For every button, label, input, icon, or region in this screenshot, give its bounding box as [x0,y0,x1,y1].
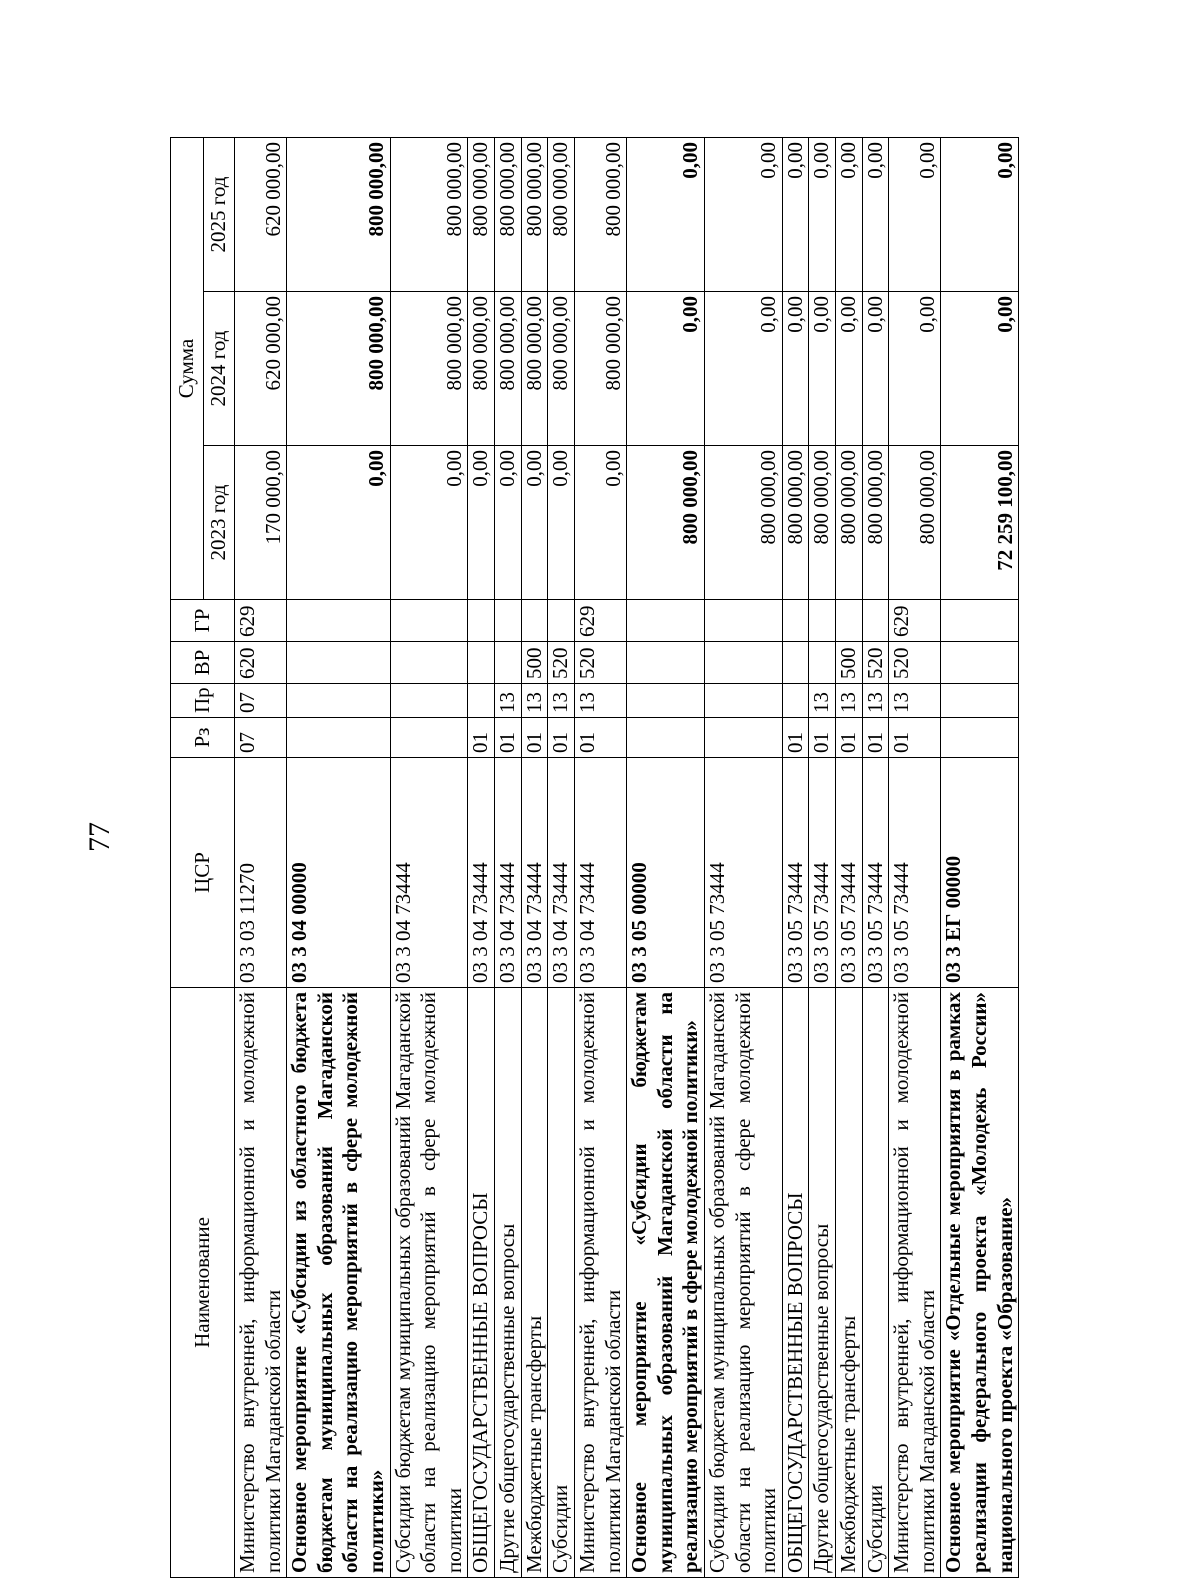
table-body [235,137,1019,1577]
row-vr: 520 [548,642,575,684]
row-pr: 13 [574,684,626,718]
header-gr: ГР [171,600,235,642]
row-sum-2025: 0,00 [836,137,863,291]
row-gr [941,600,1019,642]
row-csr: 03 3 04 73444 [521,758,548,988]
row-csr: 03 3 04 73444 [574,758,626,988]
row-rz [941,718,1019,758]
row-csr: 03 3 04 73444 [495,758,522,988]
row-name: ОБЩЕГОСУДАРСТВЕННЫЕ ВОПРОСЫ [782,988,809,1578]
row-csr: 03 3 05 73444 [809,758,836,988]
row-vr [941,642,1019,684]
row-sum-2025: 800 000,00 [468,137,495,291]
table-row [941,137,1019,1577]
table-row [782,137,809,1577]
row-sum-2024: 800 000,00 [574,292,626,446]
row-pr: 13 [809,684,836,718]
row-csr: 03 3 05 00000 [627,758,705,988]
row-csr: 03 3 05 73444 [704,758,782,988]
row-rz: 01 [468,718,495,758]
row-sum-2024: 800 000,00 [468,292,495,446]
row-sum-2025: 0,00 [941,137,1019,291]
row-name: Основное мероприятие «Отдельные мероприятия в рамках реализации федерального проекта «Молодежь России» национального проекта «Образование» [941,988,1019,1578]
row-gr: 629 [574,600,626,642]
row-gr [390,600,468,642]
row-vr: 520 [862,642,889,684]
row-sum-2024: 800 000,00 [495,292,522,446]
header-2025: 2025 год [204,137,235,291]
row-gr [468,600,495,642]
row-rz: 01 [521,718,548,758]
row-vr [495,642,522,684]
row-sum-2023: 0,00 [574,446,626,600]
row-gr [287,600,390,642]
row-csr: 03 3 04 73444 [468,758,495,988]
row-name: Межбюджетные трансферты [836,988,863,1578]
row-pr [287,684,390,718]
row-sum-2025: 0,00 [627,137,705,291]
row-name: Министерство внутренней, информационной и молодежной политики Магаданской области [235,988,287,1578]
table-row [468,137,495,1577]
row-sum-2025: 800 000,00 [574,137,626,291]
table-row [235,137,287,1577]
row-name: Министерство внутренней, информационной и молодежной политики Магаданской области [574,988,626,1578]
row-vr [782,642,809,684]
row-vr [809,642,836,684]
table-row [495,137,522,1577]
table-row [574,137,626,1577]
row-sum-2023: 800 000,00 [836,446,863,600]
row-gr [521,600,548,642]
header-name: Наименование [171,988,235,1578]
header-2024: 2024 год [204,292,235,446]
row-sum-2023: 0,00 [521,446,548,600]
row-csr: 03 3 04 73444 [548,758,575,988]
table-row [287,137,390,1577]
row-sum-2024: 800 000,00 [548,292,575,446]
row-gr [627,600,705,642]
row-name: Субсидии бюджетам муниципальных образований Магаданской области на реализацию мероприятий в сфере молодежной политики [704,988,782,1578]
row-pr [627,684,705,718]
row-vr: 500 [836,642,863,684]
page-number: 77 [83,822,116,852]
header-2023: 2023 год [204,446,235,600]
row-pr: 13 [548,684,575,718]
row-sum-2025: 800 000,00 [495,137,522,291]
row-sum-2023: 800 000,00 [889,446,941,600]
row-rz [287,718,390,758]
row-name: Министерство внутренней, информационной и молодежной политики Магаданской области [889,988,941,1578]
budget-table-rotated [170,138,1017,1578]
row-gr [495,600,522,642]
row-rz [390,718,468,758]
row-sum-2025: 800 000,00 [521,137,548,291]
row-vr: 520 [574,642,626,684]
row-gr [548,600,575,642]
row-gr [862,600,889,642]
row-sum-2023: 170 000,00 [235,446,287,600]
header-vr: ВР [171,642,235,684]
row-csr: 03 3 04 00000 [287,758,390,988]
row-gr [836,600,863,642]
row-rz [704,718,782,758]
row-vr: 620 [235,642,287,684]
row-csr: 03 3 05 73444 [836,758,863,988]
row-sum-2023: 800 000,00 [862,446,889,600]
table-row [627,137,705,1577]
row-pr [782,684,809,718]
row-gr [809,600,836,642]
table-row [809,137,836,1577]
table-row [862,137,889,1577]
row-name: Другие общегосударственные вопросы [809,988,836,1578]
row-pr [390,684,468,718]
table-row [704,137,782,1577]
row-pr: 07 [235,684,287,718]
header-sum: Сумма [171,137,204,599]
row-vr [627,642,705,684]
row-gr [782,600,809,642]
row-sum-2024: 0,00 [862,292,889,446]
row-rz: 01 [862,718,889,758]
header-rz: Рз [171,718,235,758]
row-sum-2024: 0,00 [889,292,941,446]
row-name: Субсидии [548,988,575,1578]
row-sum-2024: 800 000,00 [287,292,390,446]
row-sum-2025: 0,00 [889,137,941,291]
row-rz: 01 [574,718,626,758]
table-row [889,137,941,1577]
row-pr: 13 [889,684,941,718]
row-name: Субсидии [862,988,889,1578]
row-sum-2025: 800 000,00 [390,137,468,291]
row-pr [941,684,1019,718]
row-name: Основное мероприятие «Субсидии из областного бюджета бюджетам муниципальных образований Магаданской области на реализацию мероприятий в сфере молодежной политики» [287,988,390,1578]
row-pr: 13 [495,684,522,718]
row-sum-2023: 0,00 [495,446,522,600]
row-pr: 13 [521,684,548,718]
row-csr: 03 3 05 73444 [782,758,809,988]
row-pr [468,684,495,718]
row-name: Другие общегосударственные вопросы [495,988,522,1578]
row-rz: 01 [889,718,941,758]
row-rz [627,718,705,758]
row-rz: 01 [495,718,522,758]
row-name: Межбюджетные трансферты [521,988,548,1578]
row-csr: 03 3 03 11270 [235,758,287,988]
row-sum-2023: 0,00 [287,446,390,600]
table-header [171,137,235,1577]
row-sum-2025: 800 000,00 [287,137,390,291]
row-sum-2024: 620 000,00 [235,292,287,446]
row-sum-2024: 0,00 [627,292,705,446]
row-gr: 629 [235,600,287,642]
row-gr: 629 [889,600,941,642]
budget-table [170,137,1019,1578]
row-rz: 01 [809,718,836,758]
row-sum-2024: 0,00 [809,292,836,446]
row-sum-2023: 0,00 [468,446,495,600]
row-sum-2024: 0,00 [836,292,863,446]
row-csr: 03 3 ЕГ 00000 [941,758,1019,988]
row-sum-2023: 800 000,00 [782,446,809,600]
row-vr [704,642,782,684]
row-rz: 01 [782,718,809,758]
row-sum-2024: 0,00 [782,292,809,446]
row-vr: 500 [521,642,548,684]
table-row [521,137,548,1577]
row-csr: 03 3 05 73444 [862,758,889,988]
row-sum-2025: 0,00 [862,137,889,291]
row-rz: 01 [836,718,863,758]
row-sum-2025: 0,00 [782,137,809,291]
row-pr: 13 [862,684,889,718]
row-rz: 01 [548,718,575,758]
row-name: ОБЩЕГОСУДАРСТВЕННЫЕ ВОПРОСЫ [468,988,495,1578]
row-sum-2025: 800 000,00 [548,137,575,291]
row-vr: 520 [889,642,941,684]
row-csr: 03 3 05 73444 [889,758,941,988]
row-pr [704,684,782,718]
row-vr [287,642,390,684]
row-sum-2024: 800 000,00 [390,292,468,446]
row-sum-2023: 0,00 [390,446,468,600]
row-sum-2023: 72 259 100,00 [941,446,1019,600]
row-vr [468,642,495,684]
row-sum-2023: 0,00 [548,446,575,600]
row-sum-2025: 0,00 [809,137,836,291]
row-sum-2025: 620 000,00 [235,137,287,291]
row-csr: 03 3 04 73444 [390,758,468,988]
row-sum-2024: 0,00 [704,292,782,446]
row-sum-2023: 800 000,00 [809,446,836,600]
row-name: Основное мероприятие «Субсидии бюджетам муниципальных образований Магаданской области на реализацию мероприятий в сфере молодежной политики» [627,988,705,1578]
table-row [836,137,863,1577]
table-row [390,137,468,1577]
row-sum-2025: 0,00 [704,137,782,291]
row-sum-2023: 800 000,00 [704,446,782,600]
row-sum-2023: 800 000,00 [627,446,705,600]
row-name: Субсидии бюджетам муниципальных образований Магаданской области на реализацию мероприятий в сфере молодежной политики [390,988,468,1578]
header-csr: ЦСР [171,758,235,988]
row-gr [704,600,782,642]
row-sum-2024: 800 000,00 [521,292,548,446]
row-pr: 13 [836,684,863,718]
row-vr [390,642,468,684]
header-pr: Пр [171,684,235,718]
table-row [548,137,575,1577]
row-sum-2024: 0,00 [941,292,1019,446]
row-rz: 07 [235,718,287,758]
